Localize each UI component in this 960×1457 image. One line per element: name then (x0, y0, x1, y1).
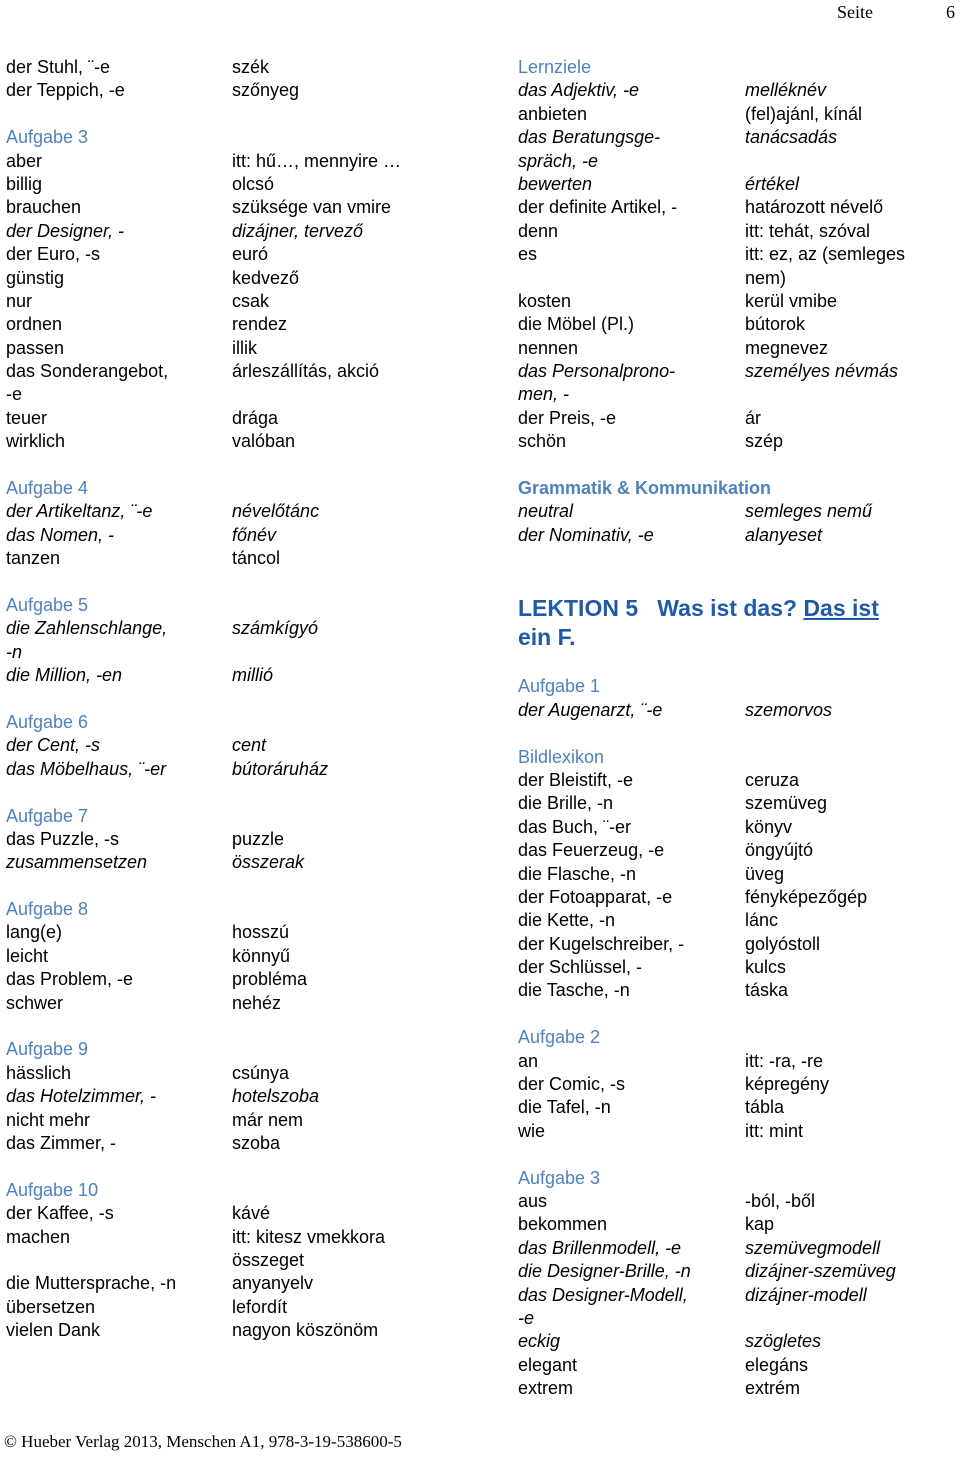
vocab-row (518, 1190, 958, 1213)
german-term: anbieten (518, 103, 588, 124)
vocab-row (518, 173, 958, 196)
hungarian-translation: ceruza (745, 769, 800, 790)
hungarian-translation: üveg (745, 863, 785, 884)
hungarian-translation: szőnyeg (232, 80, 300, 101)
lesson-number: LEKTION 5 (518, 594, 639, 621)
hungarian-translation: dizájner, tervező (232, 220, 364, 241)
hungarian-translation: hotelszoba (232, 1086, 320, 1107)
hungarian-translation: névelőtánc (232, 501, 320, 522)
vocab-row (6, 1296, 476, 1319)
hungarian-translation: öngyújtó (745, 840, 814, 861)
german-term: denn (518, 220, 559, 241)
vocab-row (518, 1354, 958, 1377)
german-term: der Kugelschreiber, - (518, 933, 685, 954)
hungarian-translation: hosszú (232, 922, 290, 943)
german-term: die Tafel, -n (518, 1097, 611, 1118)
spacer (6, 1155, 476, 1178)
german-term: das Beratungsge- (518, 127, 661, 148)
spacer (518, 1143, 958, 1166)
german-term: die Designer-Brille, -n (518, 1261, 691, 1282)
vocab-row (518, 1096, 958, 1119)
german-term: das Nomen, - (6, 524, 115, 545)
section-heading: Aufgabe 2 (518, 1027, 601, 1048)
vocab-row (518, 909, 958, 932)
copyright-footer: © Hueber Verlag 2013, Menschen A1, 978-3-19-538600-5 (4, 1432, 402, 1451)
vocab-row (518, 1260, 958, 1283)
vocab-row (518, 1330, 958, 1353)
spacer (518, 571, 958, 594)
hungarian-translation: millió (232, 665, 274, 686)
german-term: -e (6, 384, 23, 405)
german-term: das Problem, -e (6, 969, 134, 990)
german-term: der Kaffee, -s (6, 1203, 114, 1224)
vocab-row (518, 290, 958, 313)
german-term: die Tasche, -n (518, 980, 630, 1001)
hungarian-translation: fényképezőgép (745, 886, 868, 907)
german-term: kosten (518, 290, 572, 311)
vocab-row (518, 430, 958, 453)
vocab-row (518, 1120, 958, 1143)
german-term: elegant (518, 1354, 578, 1375)
german-term: das Möbelhaus, ¨-er (6, 758, 167, 779)
vocab-row (6, 430, 476, 453)
german-term: der Bleistift, -e (518, 769, 634, 790)
german-term: wirklich (6, 431, 66, 452)
hungarian-translation: itt: mint (745, 1120, 804, 1141)
hungarian-translation: alanyeset (745, 524, 823, 545)
spacer (6, 454, 476, 477)
vocab-row (518, 313, 958, 336)
hungarian-translation: nem) (745, 267, 787, 288)
german-term: das Feuerzeug, -e (518, 840, 665, 861)
hungarian-translation: kávé (232, 1203, 271, 1224)
hungarian-translation: golyóstoll (745, 933, 821, 954)
hungarian-translation: anyanyelv (232, 1273, 314, 1294)
vocab-row (518, 1284, 958, 1307)
german-term: die Zahlenschlange, (6, 618, 168, 639)
vocab-row (6, 1062, 476, 1085)
hungarian-translation: itt: -ra, -re (745, 1050, 824, 1071)
spacer (518, 722, 958, 745)
german-term: an (518, 1050, 539, 1071)
page-number: 6 (946, 2, 955, 22)
german-term: zusammensetzen (6, 852, 148, 873)
hungarian-translation: könyv (745, 816, 793, 837)
vocab-row (6, 851, 476, 874)
vocab-row (6, 1319, 476, 1342)
hungarian-translation: cent (232, 735, 267, 756)
section-heading: Bildlexikon (518, 746, 605, 767)
german-term: das Puzzle, -s (6, 828, 120, 849)
hungarian-translation: lánc (745, 910, 779, 931)
hungarian-translation: szoba (232, 1132, 281, 1153)
vocab-row (518, 383, 958, 406)
hungarian-translation: nagyon köszönöm (232, 1320, 379, 1341)
hungarian-translation: szemüvegmodell (745, 1237, 881, 1258)
german-term: extrem (518, 1378, 574, 1399)
vocab-row (518, 769, 958, 792)
vocab-row (518, 407, 958, 430)
vocab-row (518, 360, 958, 383)
page-header-label: Seite (837, 2, 873, 22)
section-heading: Aufgabe 7 (6, 805, 89, 826)
german-term: der Nominativ, -e (518, 524, 654, 545)
vocab-row (6, 173, 476, 196)
german-term: der definite Artikel, - (518, 197, 678, 218)
german-term: der Artikeltanz, ¨-e (6, 501, 153, 522)
hungarian-translation: ár (745, 407, 762, 428)
vocab-row (6, 547, 476, 570)
vocab-row (6, 828, 476, 851)
vocab-row (518, 792, 958, 815)
german-term: die Million, -en (6, 665, 123, 686)
hungarian-translation: csak (232, 290, 270, 311)
vocab-row (518, 1050, 958, 1073)
section-heading: Aufgabe 9 (6, 1039, 89, 1060)
hungarian-translation: már nem (232, 1109, 304, 1130)
spacer (518, 547, 958, 570)
vocab-row (518, 699, 958, 722)
vocab-row (518, 196, 958, 219)
german-term: vielen Dank (6, 1320, 101, 1341)
spacer (518, 1003, 958, 1026)
section-heading: Aufgabe 6 (6, 711, 89, 732)
german-term: brauchen (6, 197, 82, 218)
hungarian-translation: értékel (745, 173, 800, 194)
vocab-row (6, 267, 476, 290)
german-term: neutral (518, 501, 574, 522)
hungarian-translation: bútoráruház (232, 758, 329, 779)
hungarian-translation: semleges nemű (745, 501, 873, 522)
hungarian-translation: valóban (232, 431, 296, 452)
german-term: die Flasche, -n (518, 863, 637, 884)
german-term: die Muttersprache, -n (6, 1273, 177, 1294)
hungarian-translation: nehéz (232, 992, 282, 1013)
german-term: der Preis, -e (518, 407, 617, 428)
german-term: lang(e) (6, 922, 63, 943)
vocab-row (6, 1132, 476, 1155)
german-term: passen (6, 337, 65, 358)
german-term: das Personalprono- (518, 361, 676, 382)
vocab-row (6, 1109, 476, 1132)
section-heading: Aufgabe 3 (6, 127, 89, 148)
vocab-row (518, 220, 958, 243)
hungarian-translation: személyes névmás (745, 361, 899, 382)
german-term: eckig (518, 1331, 561, 1352)
vocab-row (6, 664, 476, 687)
lesson-title-cont: ein F. (518, 623, 576, 650)
german-term: bekommen (518, 1214, 608, 1235)
german-term: aber (6, 150, 43, 171)
vocab-row (6, 1202, 476, 1225)
german-term: es (518, 244, 538, 265)
vocab-row (518, 267, 958, 290)
german-term: -n (6, 641, 23, 662)
vocab-row (6, 290, 476, 313)
hungarian-translation: összeget (232, 1249, 305, 1270)
vocab-row (6, 641, 476, 664)
vocab-row (6, 407, 476, 430)
german-term: spräch, -e (518, 150, 599, 171)
vocab-row (6, 500, 476, 523)
german-term: bewerten (518, 173, 593, 194)
vocab-row (6, 524, 476, 547)
hungarian-translation: dizájner-modell (745, 1284, 867, 1305)
spacer (6, 875, 476, 898)
hungarian-translation: szüksége van vmire (232, 197, 392, 218)
hungarian-translation: kedvező (232, 267, 300, 288)
lesson-title-part: Das ist (803, 594, 879, 621)
german-term: der Stuhl, ¨-e (6, 57, 111, 77)
vocab-row (518, 500, 958, 523)
german-term: die Möbel (Pl.) (518, 314, 635, 335)
hungarian-translation: illik (232, 337, 257, 358)
hungarian-translation: szögletes (745, 1331, 822, 1352)
hungarian-translation: számkígyó (232, 618, 319, 639)
vocab-row (518, 1377, 958, 1400)
german-term: die Brille, -n (518, 793, 614, 814)
german-term: hässlich (6, 1062, 72, 1083)
spacer (6, 1015, 476, 1038)
vocab-row (518, 933, 958, 956)
german-term: billig (6, 173, 43, 194)
vocab-row (6, 196, 476, 219)
hungarian-translation: itt: ez, az (semleges (745, 244, 906, 265)
vocab-row (518, 126, 958, 149)
german-term: tanzen (6, 548, 61, 569)
hungarian-translation: szemüveg (745, 793, 828, 814)
hungarian-translation: könnyű (232, 945, 291, 966)
hungarian-translation: összerak (232, 852, 305, 873)
hungarian-translation: puzzle (232, 828, 285, 849)
hungarian-translation: euró (232, 244, 269, 265)
german-term: der Designer, - (6, 220, 125, 241)
hungarian-translation: elegáns (745, 1354, 809, 1375)
vocab-column-right (518, 56, 958, 1400)
vocab-row (518, 886, 958, 909)
vocab-row (6, 968, 476, 991)
hungarian-translation: kerül vmibe (745, 290, 838, 311)
german-term: machen (6, 1226, 71, 1247)
hungarian-translation: főnév (232, 524, 277, 545)
lesson-title-part: Was ist das? (657, 594, 798, 621)
german-term: das Sonderangebot, (6, 361, 169, 382)
german-term: men, - (518, 384, 570, 405)
vocab-row (518, 956, 958, 979)
hungarian-translation: csúnya (232, 1062, 290, 1083)
hungarian-translation: dizájner-szemüveg (745, 1261, 896, 1282)
vocab-row (6, 360, 476, 383)
spacer (6, 781, 476, 804)
german-term: das Buch, ¨-er (518, 816, 632, 837)
vocab-row (6, 220, 476, 243)
spacer (6, 688, 476, 711)
section-heading: Aufgabe 8 (6, 899, 89, 920)
vocab-row (518, 1237, 958, 1260)
hungarian-translation: lefordít (232, 1296, 288, 1317)
hungarian-translation: itt: tehát, szóval (745, 220, 871, 241)
vocab-row (518, 243, 958, 266)
german-term: das Hotelzimmer, - (6, 1086, 157, 1107)
hungarian-translation: rendez (232, 314, 288, 335)
vocab-row (6, 921, 476, 944)
vocab-row (6, 313, 476, 336)
german-term: der Euro, -s (6, 244, 101, 265)
hungarian-translation: extrém (745, 1378, 801, 1399)
hungarian-translation: itt: hű…, mennyire … (232, 150, 402, 171)
vocab-row (6, 1249, 476, 1272)
german-term: das Designer-Modell, (518, 1284, 688, 1305)
german-term: schwer (6, 992, 64, 1013)
vocab-row (6, 945, 476, 968)
vocab-row (6, 1085, 476, 1108)
vocab-row (518, 1073, 958, 1096)
vocab-row (518, 150, 958, 173)
german-term: ordnen (6, 314, 63, 335)
german-term: der Teppich, -e (6, 80, 125, 101)
hungarian-translation: táncol (232, 548, 281, 569)
spacer (518, 454, 958, 477)
section-heading: Lernziele (518, 57, 592, 77)
lesson-title (518, 594, 958, 623)
hungarian-translation: (fel)ajánl, kínál (745, 103, 863, 124)
vocab-row (518, 816, 958, 839)
vocab-row (6, 617, 476, 640)
vocab-row (518, 79, 958, 102)
vocab-row (518, 1307, 958, 1330)
german-term: das Zimmer, - (6, 1132, 117, 1153)
vocab-row (6, 383, 476, 406)
german-term: -e (518, 1307, 535, 1328)
hungarian-translation: táska (745, 980, 789, 1001)
section-heading: Aufgabe 3 (518, 1167, 601, 1188)
hungarian-translation: olcsó (232, 173, 275, 194)
hungarian-translation: határozott névelő (745, 197, 884, 218)
german-term: der Augenarzt, ¨-e (518, 699, 663, 720)
hungarian-translation: kap (745, 1214, 775, 1235)
german-term: der Fotoapparat, -e (518, 886, 673, 907)
hungarian-translation: megnevez (745, 337, 829, 358)
german-term: übersetzen (6, 1296, 96, 1317)
german-term: nicht mehr (6, 1109, 91, 1130)
hungarian-translation: probléma (232, 969, 308, 990)
section-heading: Aufgabe 1 (518, 676, 601, 697)
vocab-row (518, 863, 958, 886)
hungarian-translation: szék (232, 57, 270, 77)
section-heading: Grammatik & Kommunikation (518, 478, 772, 499)
vocab-row (6, 1226, 476, 1249)
vocab-row (6, 992, 476, 1015)
vocab-row (6, 79, 476, 102)
vocab-row (6, 1272, 476, 1295)
german-term: günstig (6, 267, 65, 288)
german-term: das Adjektiv, -e (518, 80, 640, 101)
german-term: leicht (6, 945, 49, 966)
german-term: nennen (518, 337, 579, 358)
spacer (6, 571, 476, 594)
hungarian-translation: árleszállítás, akció (232, 361, 380, 382)
german-term: schön (518, 431, 567, 452)
hungarian-translation: bútorok (745, 314, 806, 335)
vocab-row (518, 979, 958, 1002)
german-term: die Kette, -n (518, 910, 616, 931)
vocab-row (6, 56, 476, 79)
german-term: der Cent, -s (6, 735, 101, 756)
vocab-row (6, 337, 476, 360)
vocab-row (518, 337, 958, 360)
german-term: nur (6, 290, 33, 311)
german-term: der Comic, -s (518, 1074, 626, 1095)
hungarian-translation: szép (745, 431, 784, 452)
vocab-row (518, 524, 958, 547)
vocab-row (518, 839, 958, 862)
spacer (6, 103, 476, 126)
section-heading: Aufgabe 10 (6, 1179, 99, 1200)
hungarian-translation: drága (232, 407, 279, 428)
hungarian-translation: melléknév (745, 80, 827, 101)
vocab-row (6, 758, 476, 781)
vocab-row (6, 243, 476, 266)
german-term: aus (518, 1190, 548, 1211)
hungarian-translation: tábla (745, 1097, 785, 1118)
section-heading: Aufgabe 4 (6, 478, 89, 499)
vocab-row (518, 1213, 958, 1236)
hungarian-translation: kulcs (745, 957, 787, 978)
vocab-row (518, 103, 958, 126)
hungarian-translation: szemorvos (745, 699, 833, 720)
german-term: wie (518, 1120, 546, 1141)
hungarian-translation: képregény (745, 1074, 830, 1095)
hungarian-translation: itt: kitesz vmekkora (232, 1226, 386, 1247)
hungarian-translation: -ból, -ből (745, 1190, 816, 1211)
vocab-row (6, 734, 476, 757)
hungarian-translation: tanácsadás (745, 127, 838, 148)
spacer (518, 652, 958, 675)
german-term: der Schlüssel, - (518, 957, 643, 978)
german-term: teuer (6, 407, 48, 428)
section-heading: Aufgabe 5 (6, 594, 89, 615)
german-term: das Brillenmodell, -e (518, 1237, 682, 1258)
vocab-column-left (6, 56, 476, 1342)
vocab-row (6, 150, 476, 173)
